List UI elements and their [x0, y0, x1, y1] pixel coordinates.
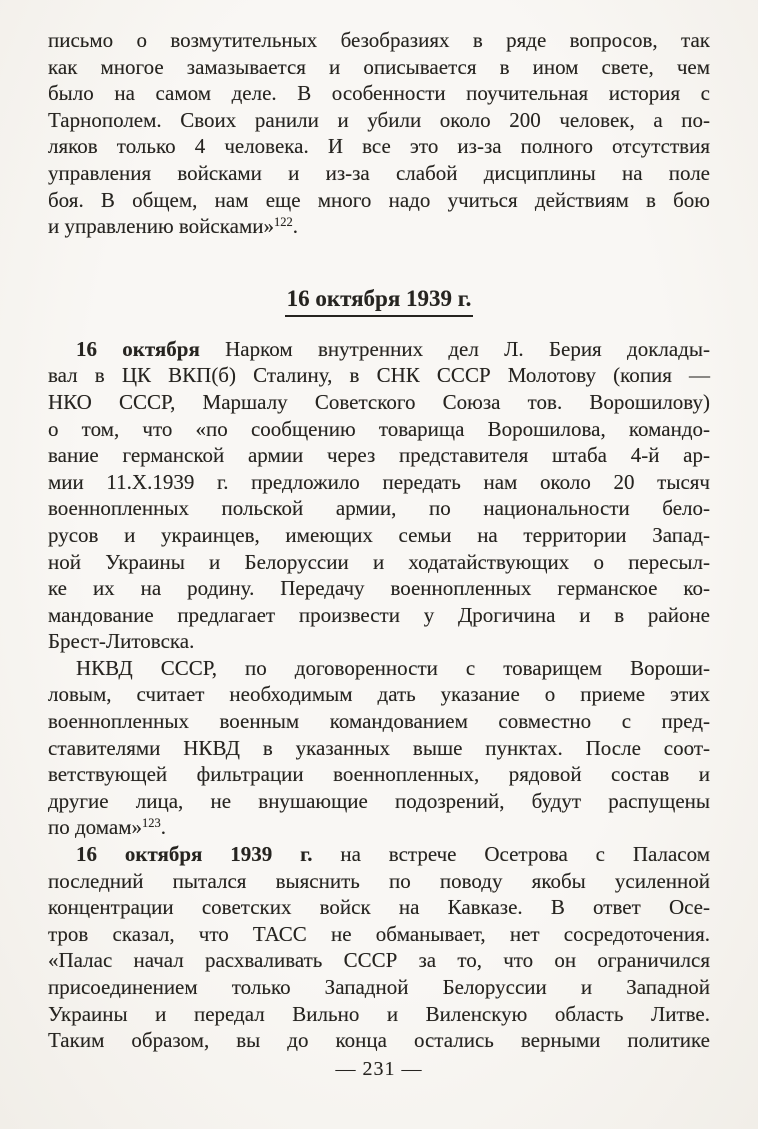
text-line: [48, 894, 710, 921]
text-line: [48, 761, 710, 788]
text-segment: Таким образом, вы до конца остались верными политике: [48, 1028, 710, 1053]
bold-run-in: 16 октября: [76, 336, 200, 361]
text-segment: последний пытался выяснить по поводу якобы усиленной: [48, 868, 710, 893]
text-segment: .: [292, 214, 298, 239]
page-number: — 231 —: [335, 1058, 423, 1080]
text-line: [48, 708, 710, 735]
text-segment: Нарком внутренних дел Л. Берия доклады-: [199, 336, 710, 361]
text-line: [48, 442, 710, 469]
text-segment: Украины и передал Вильно и Виленскую область Литве.: [48, 1001, 710, 1026]
text-line: [48, 735, 710, 762]
text-line: [48, 27, 710, 54]
text-segment: было на самом деле. В особенности поучительная история с: [48, 81, 710, 106]
paragraph: [48, 655, 710, 841]
text-line: [48, 1001, 710, 1028]
text-line: [48, 389, 710, 416]
text-line: [48, 495, 710, 522]
text-line: [48, 160, 710, 187]
text-line: [48, 947, 710, 974]
section-heading: [48, 284, 710, 317]
text-segment: военнопленных военным командованием совместно с пред-: [48, 709, 710, 734]
text-line: [48, 522, 710, 549]
text-segment: управления войсками и из-за слабой дисциплины на поле: [48, 160, 710, 185]
text-segment: ной Украины и Белоруссии и ходатайствующих о пересыл-: [48, 549, 710, 574]
text-line: [48, 107, 710, 134]
footnote-ref: 123: [142, 816, 161, 831]
text-segment: вал в ЦК ВКП(б) Сталину, в СНК СССР Молотову (копия —: [48, 363, 710, 388]
text-segment: на встрече Осетрова с Паласом: [312, 842, 710, 867]
text-segment: военнопленных польской армии, по национальности бело-: [48, 496, 710, 521]
text-line: [48, 655, 710, 682]
continuation-paragraph-container: [48, 27, 710, 240]
text-segment: «Палас начал расхваливать СССР за то, что он ограничился: [48, 948, 710, 973]
text-segment: по домам»: [48, 815, 143, 840]
text-segment: .: [160, 815, 167, 840]
text-line: [48, 681, 710, 708]
text-line: [48, 974, 710, 1001]
text-segment: ловым, считает необходимым дать указание о приеме этих: [48, 682, 710, 707]
text-segment: НКО СССР, Маршалу Советского Союза тов. Ворошилову): [48, 389, 710, 414]
text-segment: ке их на родину. Передачу военнопленных германское ко-: [48, 576, 710, 601]
text-line: [48, 416, 710, 443]
text-line: [48, 213, 710, 240]
footnote-ref: 122: [273, 215, 293, 230]
text-segment: мии 11.X.1939 г. предложило передать нам около 20 тысяч: [48, 469, 710, 494]
text-line: [48, 868, 710, 895]
text-segment: как многое замазывается и описывается в ином свете, чем: [48, 54, 710, 79]
text-line: [48, 549, 710, 576]
text-segment: и управлению войсками»: [48, 214, 274, 239]
text-line: [48, 921, 710, 948]
text-segment: письмо о возмутительных безобразиях в ряде вопросов, так: [48, 28, 710, 52]
text-segment: концентрации советских войск на Кавказе. В ответ Осе-: [48, 895, 710, 920]
text-segment: мандование предлагает произвести у Дрогичина и в районе: [48, 602, 710, 627]
paragraph: [48, 841, 710, 1054]
text-line: [48, 469, 710, 496]
text-line: [48, 628, 710, 655]
text-line: [48, 80, 710, 107]
text-line: [48, 187, 710, 214]
text-line: [48, 814, 710, 841]
section-heading-text: 16 октября 1939 г.: [285, 284, 474, 317]
text-line: [48, 602, 710, 629]
text-line: [48, 788, 710, 815]
text-segment: ветствующей фильтрации военнопленных, рядовой состав и: [48, 762, 710, 787]
paragraph: [48, 27, 710, 240]
bold-run-in: 16 октября 1939 г.: [76, 842, 313, 867]
text-segment: русов и украинцев, имеющих семьи на территории Запад-: [48, 522, 710, 547]
text-segment: Тарнополем. Своих ранили и убили около 200 человек, а по-: [48, 107, 710, 132]
text-line: [48, 54, 710, 81]
text-segment: боя. В общем, нам еще много надо учиться действиям в бою: [48, 187, 710, 212]
text-segment: другие лица, не внушающие подозрений, будут распущены: [48, 788, 710, 813]
text-segment: НКВД СССР, по договоренности с товарищем Вороши-: [76, 655, 710, 680]
text-line: [48, 1027, 710, 1054]
text-line: [48, 841, 710, 868]
text-line: [48, 575, 710, 602]
text-segment: тров сказал, что ТАСС не обманывает, нет сосредоточения.: [48, 921, 710, 946]
text-segment: о том, что «по сообщению товарища Ворошилова, командо-: [48, 416, 710, 441]
text-line: [48, 336, 710, 363]
paragraph: [48, 336, 710, 655]
text-segment: присоединением только Западной Белоруссии и Западной: [48, 975, 710, 999]
body-text: [48, 27, 710, 1054]
text-line: [48, 133, 710, 160]
text-segment: ставителями НКВД в указанных выше пунктах. После соот-: [48, 735, 710, 760]
text-segment: ляков только 4 человека. И все это из-за полного отсутствия: [48, 134, 710, 159]
text-segment: вание германской армии через представителя штаба 4-й ар-: [48, 443, 710, 468]
paragraphs-container: [48, 336, 710, 1054]
text-line: [48, 362, 710, 389]
text-segment: Брест-Литовска.: [48, 629, 195, 654]
